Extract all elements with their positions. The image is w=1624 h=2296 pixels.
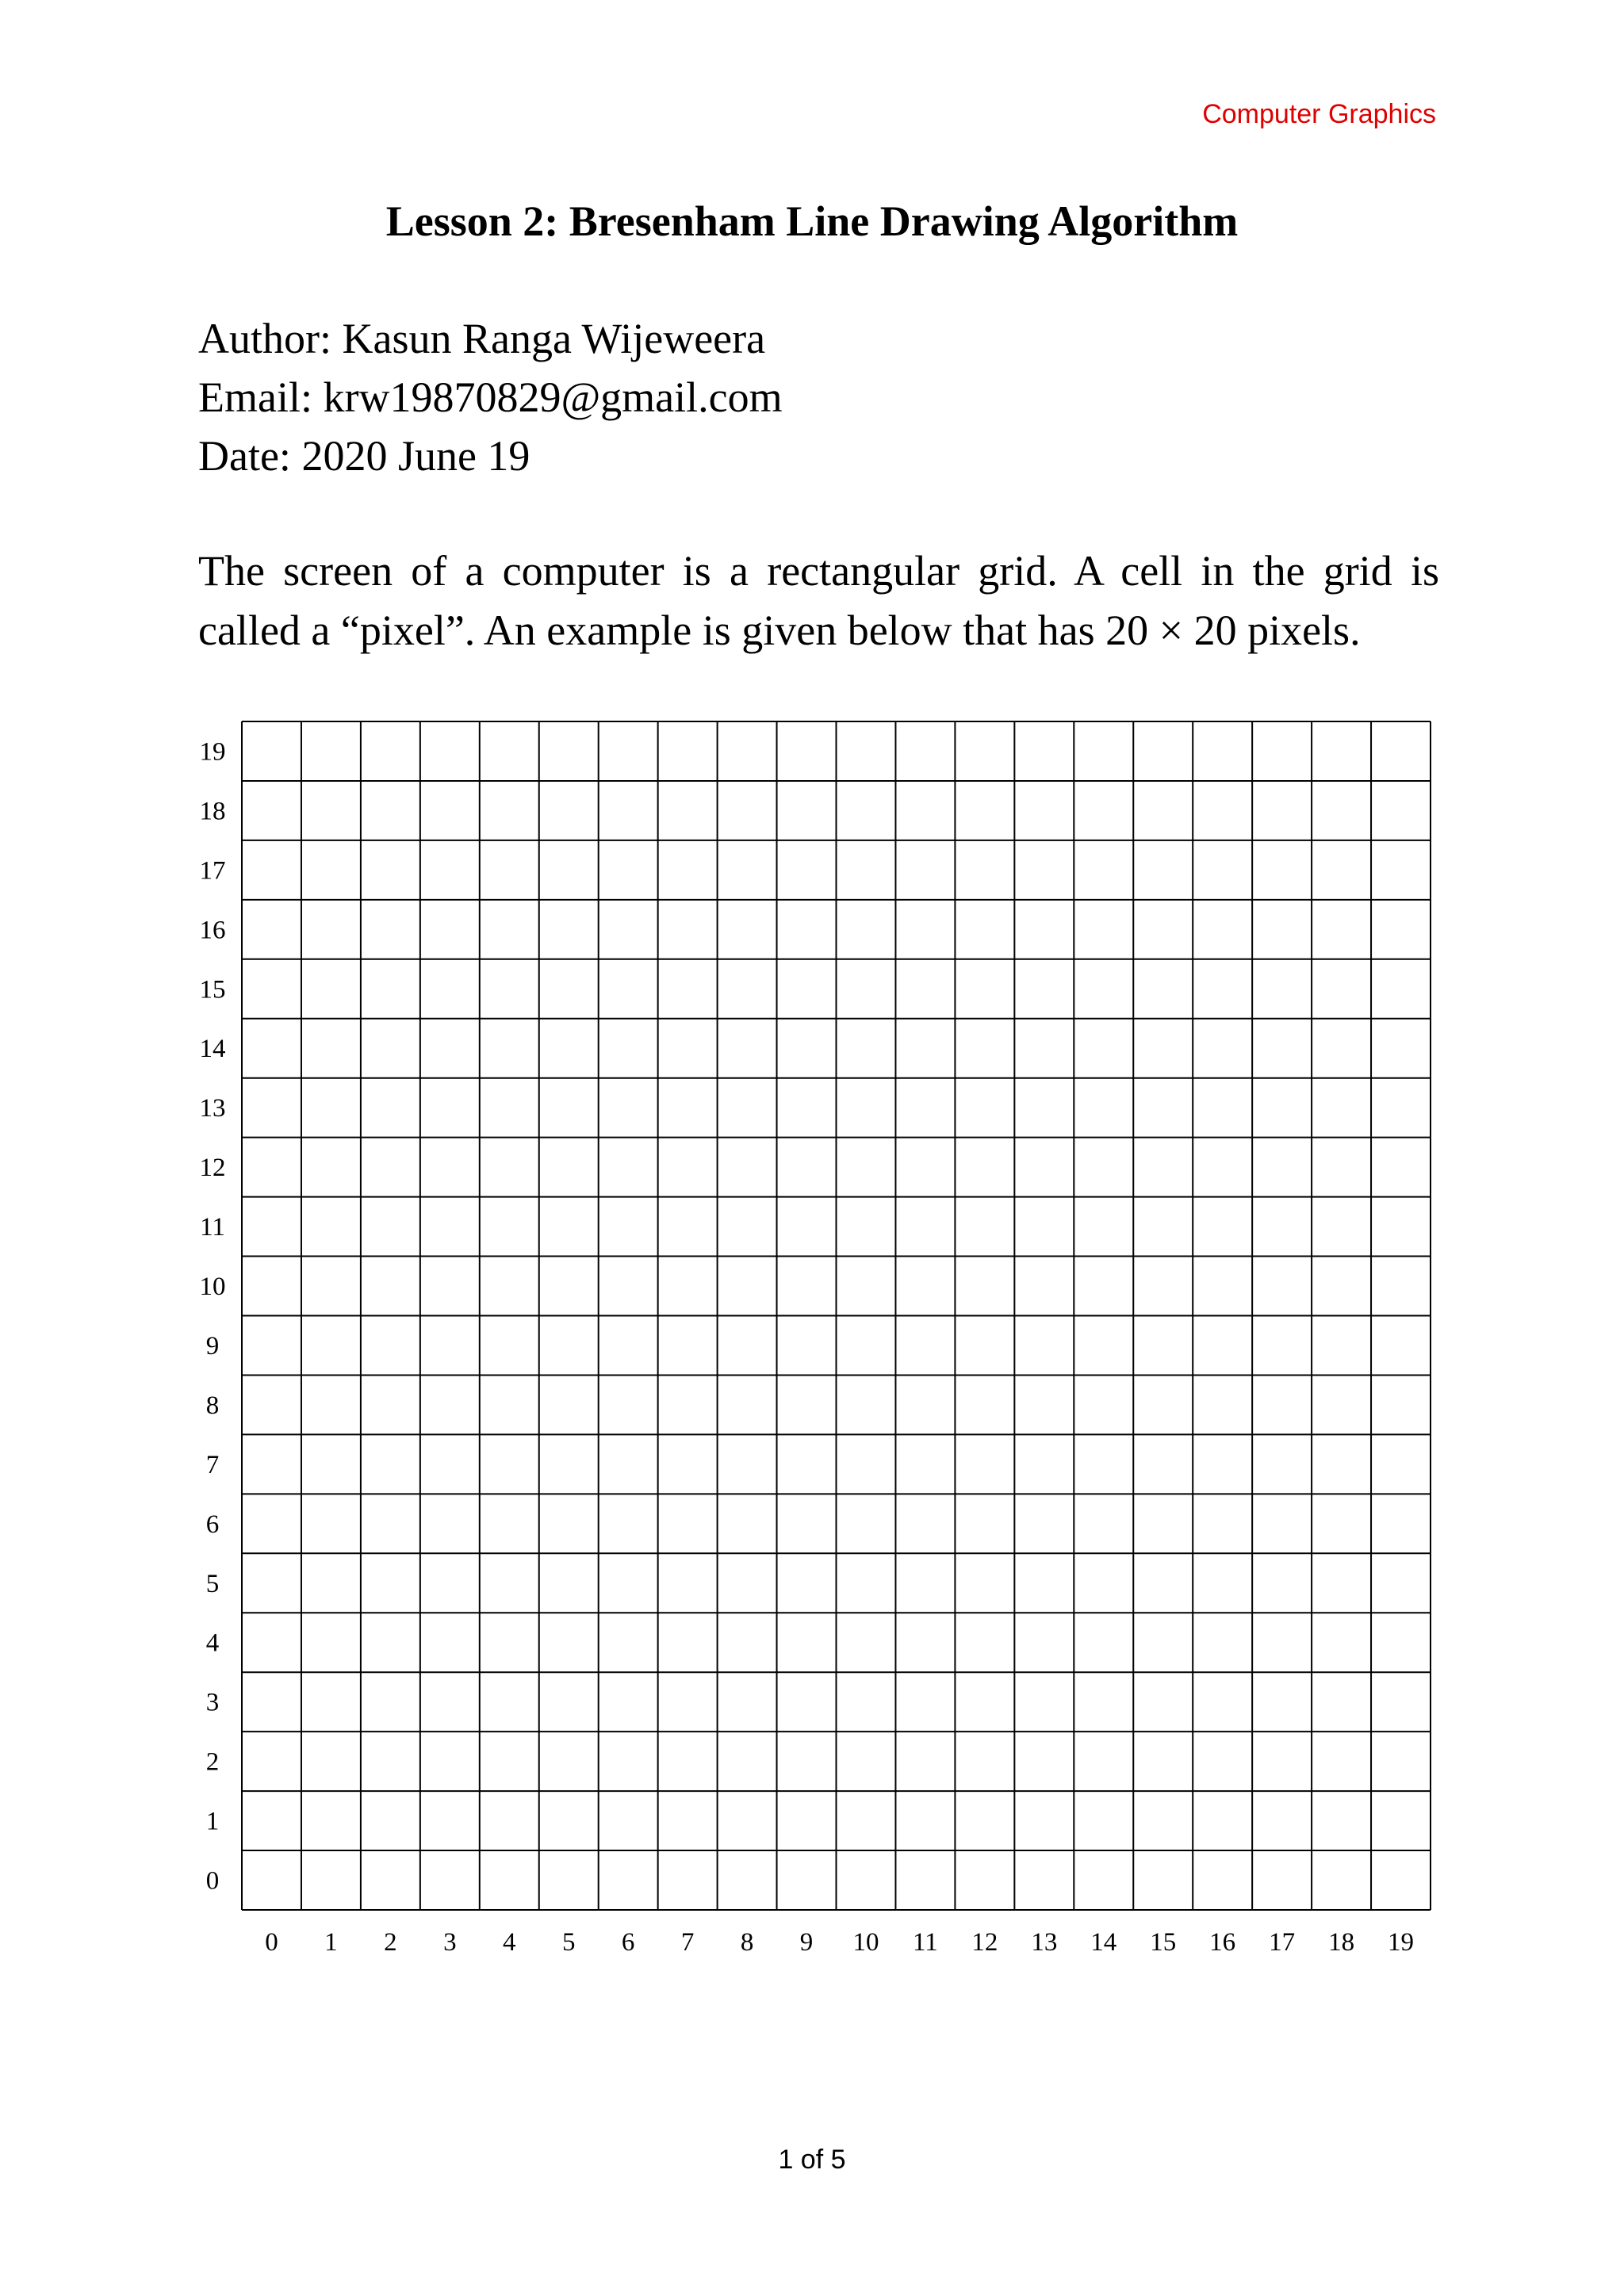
email-line: Email: krw19870829@gmail.com — [198, 373, 783, 421]
y-axis-label: 13 — [199, 1094, 226, 1123]
x-axis-label: 12 — [971, 1928, 998, 1957]
y-axis-label: 19 — [199, 737, 226, 767]
date-line: Date: 2020 June 19 — [198, 432, 530, 480]
x-axis-label: 17 — [1269, 1928, 1296, 1957]
x-axis-label: 5 — [561, 1928, 576, 1957]
x-axis-label: 18 — [1328, 1928, 1355, 1957]
y-axis-label: 17 — [199, 856, 226, 886]
x-axis-label: 0 — [265, 1928, 278, 1957]
intro-line-1: The screen of a computer is a rectangular grid. A cell in the grid is — [198, 547, 1439, 595]
y-axis-label: 18 — [199, 797, 226, 826]
x-axis-label: 15 — [1150, 1928, 1177, 1957]
x-axis-label: 8 — [740, 1928, 754, 1957]
x-axis-label: 10 — [852, 1928, 879, 1957]
x-axis-label: 4 — [503, 1928, 516, 1957]
header-course-name: Computer Graphics — [1202, 99, 1436, 129]
y-axis-label: 16 — [199, 916, 226, 945]
x-axis-label: 3 — [443, 1928, 457, 1957]
y-axis-label: 9 — [205, 1331, 220, 1360]
y-axis-label: 5 — [205, 1569, 220, 1598]
y-axis-label: 4 — [205, 1628, 220, 1658]
y-axis-label: 8 — [205, 1391, 220, 1420]
y-axis-label: 3 — [205, 1688, 220, 1717]
y-axis-label: 14 — [199, 1035, 226, 1064]
y-axis-label: 6 — [205, 1510, 220, 1539]
y-axis-label: 2 — [205, 1747, 220, 1777]
y-axis-label: 1 — [205, 1807, 220, 1836]
y-axis-label: 12 — [199, 1154, 226, 1183]
y-axis-label: 11 — [200, 1213, 225, 1242]
x-axis-label: 9 — [799, 1928, 814, 1957]
x-axis-label: 16 — [1209, 1928, 1236, 1957]
x-axis-label: 1 — [324, 1928, 338, 1957]
x-axis-label: 2 — [384, 1928, 397, 1957]
x-axis-label: 7 — [680, 1928, 695, 1957]
x-axis-label: 19 — [1388, 1928, 1415, 1957]
page-number: 1 of 5 — [778, 2145, 846, 2175]
intro-line-2: called a “pixel”. An example is given below that has 20 × 20 pixels. — [198, 607, 1361, 654]
y-axis-label: 7 — [205, 1450, 220, 1479]
x-axis-label: 14 — [1090, 1928, 1117, 1957]
y-axis-label: 0 — [205, 1866, 220, 1896]
author-line: Author: Kasun Ranga Wijeweera — [198, 315, 766, 362]
x-axis-label: 13 — [1031, 1928, 1058, 1957]
x-axis-label: 6 — [621, 1928, 635, 1957]
y-axis-label: 15 — [199, 975, 226, 1004]
x-axis-label: 11 — [913, 1928, 938, 1957]
y-axis-label: 10 — [199, 1272, 226, 1302]
page-title: Lesson 2: Bresenham Line Drawing Algorithm — [385, 197, 1239, 245]
